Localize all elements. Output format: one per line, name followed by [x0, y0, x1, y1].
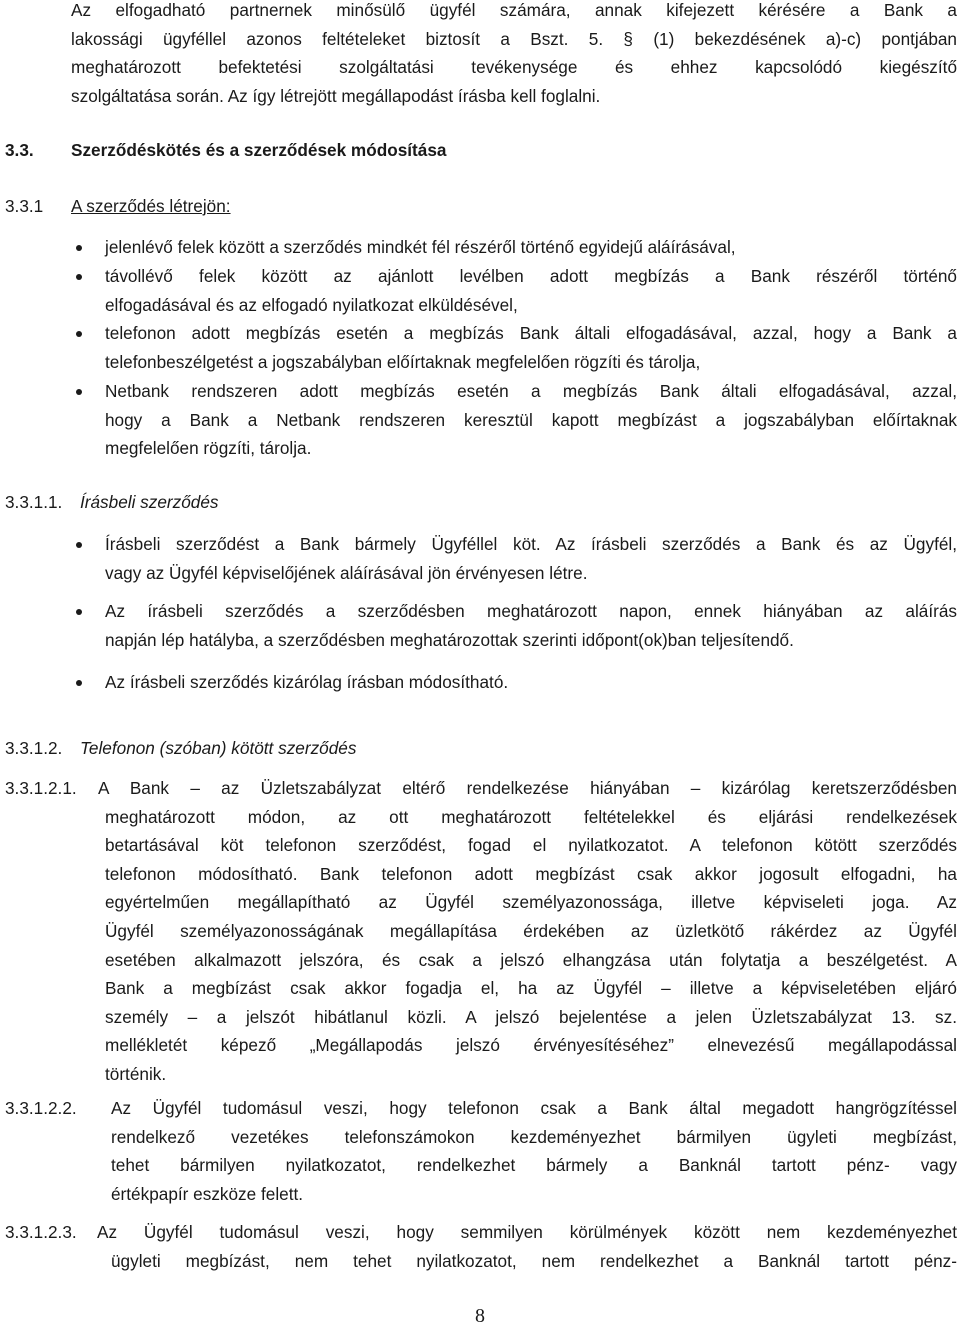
- section-heading: Telefonon (szóban) kötött szerződés: [80, 738, 357, 758]
- section-number: 3.3.1.2.3.: [5, 1222, 77, 1242]
- text-line: rendelkező vezetékes telefonszámokon kezdeményezhet bármilyen ügyleti megbízást,: [111, 1126, 957, 1147]
- bullet-icon: [76, 609, 82, 615]
- text-line: Az írásbeli szerződés kizárólag írásban módosítható.: [105, 672, 509, 692]
- text-line: elfogadásával és az elfogadó nyilatkozat elküldésével,: [105, 294, 518, 315]
- section-number: 3.3.1.2.2.: [5, 1098, 77, 1118]
- paragraph: [97, 1218, 957, 1275]
- text-line: Netbank rendszeren adott megbízás esetén a megbízás Bank általi elfogadásával, azzal,: [105, 381, 957, 401]
- text-line: megfelelően rögzíti, tárolja.: [105, 438, 312, 459]
- list-item: [105, 597, 957, 654]
- text-line: Az Ügyfél tudomásul veszi, hogy telefonon csak a Bank által megadott hangrögzítéssel: [111, 1098, 957, 1118]
- text-line: távollévő felek között az ajánlott levélben adott megbízás a Bank részéről történő: [105, 266, 957, 286]
- text-line: napján lép hatályba, a szerződésben meghatározottak szerinti időpont(ok)ban teljesítendő.: [105, 629, 794, 650]
- text-line: hogy a Bank a Netbank rendszeren keresztül kapott megbízást a jogszabályban előírtaknak: [105, 409, 957, 430]
- text-line: telefonon módosítható. Bank telefonon adott megbízást csak akkor jogosult elfogadni, ha: [105, 863, 957, 884]
- list-item: [105, 262, 957, 319]
- text-line: esetében alkalmazott jelszóra, és csak a jelszó elhangzása után folytatja a beszélgetést. A: [105, 949, 957, 970]
- section-number: 3.3.: [5, 140, 34, 160]
- section-number: 3.3.1.2.: [5, 738, 63, 758]
- text-line: A Bank – az Üzletszabályzat eltérő rendelkezése hiányában – kizárólag keretszerződésben: [98, 778, 957, 798]
- paragraph: [98, 774, 957, 1089]
- text-line: meghatározott módon, az ott meghatározott feltételekkel és eljárási rendelkezések: [105, 806, 957, 827]
- text-line: személy – a jelszót hibátlanul közli. A jelszó bejelentése a jelen Üzletszabályzat 13. sz.: [105, 1006, 957, 1027]
- section-heading: A szerződés létrejön:: [71, 196, 231, 216]
- text-line: ügyleti megbízást, nem tehet nyilatkozatot, nem rendelkezhet a Banknál tartott pénz-: [111, 1250, 957, 1271]
- section-heading: Szerződéskötés és a szerződések módosítása: [71, 140, 447, 160]
- text-line: telefonon adott megbízás esetén a megbízás Bank általi elfogadásával, azzal, hogy a Bank a: [105, 323, 957, 343]
- text-line: Írásbeli szerződést a Bank bármely Ügyféllel köt. Az írásbeli szerződés a Bank és az Ügyfél,: [105, 534, 957, 554]
- text-line: Ügyfél személyazonosságának megállapítása érdekében az üzletkötő rákérdez az Ügyfél: [105, 920, 957, 941]
- list-item: [105, 319, 957, 376]
- text-line: jelenlévő felek között a szerződés mindkét fél részéről történő egyidejű aláírásával,: [105, 237, 736, 257]
- text-line: telefonbeszélgetést a jogszabályban előírtaknak megfelelően rögzíti és tárolja,: [105, 351, 701, 372]
- section-number: 3.3.1.2.1.: [5, 778, 77, 798]
- text-line: történik.: [105, 1063, 167, 1084]
- text-line: szolgáltatása során. Az így létrejött megállapodást írásba kell foglalni.: [71, 85, 601, 106]
- paragraph: [111, 1094, 957, 1208]
- text-line: Az elfogadható partnernek minősülő ügyfél számára, annak kifejezett kérésére a Bank a: [71, 0, 957, 20]
- section-number: 3.3.1.1.: [5, 492, 63, 512]
- intro-paragraph: [71, 0, 957, 110]
- text-line: tehet bármilyen nyilatkozatot, rendelkezhet bármely a Banknál tartott pénz- vagy: [111, 1155, 957, 1176]
- section-number: 3.3.1: [5, 196, 44, 216]
- bullet-icon: [76, 331, 82, 337]
- text-line: betartásával köt telefonon szerződést, fogad el nyilatkozatot. A telefonon kötött szerződés: [105, 835, 957, 856]
- section-heading: Írásbeli szerződés: [80, 492, 219, 512]
- text-line: meghatározott befektetési szolgáltatási tevékenysége és ehhez kapcsolódó kiegészítő: [71, 57, 957, 78]
- list-item: [105, 530, 957, 587]
- text-line: értékpapír eszköze felett.: [111, 1183, 304, 1204]
- text-line: Bank a megbízást csak akkor fogadja el, ha az Ügyfél – illetve a képviseletében eljáró: [105, 978, 957, 999]
- bullet-icon: [76, 389, 82, 395]
- text-line: egyértelműen megállapítható az Ügyfél személyazonossága, illetve képviseleti joga. Az: [105, 892, 957, 913]
- list-item: [105, 233, 957, 262]
- list-item: [105, 668, 957, 697]
- list-item: [105, 377, 957, 463]
- bullet-icon: [76, 274, 82, 280]
- text-line: lakossági ügyféllel azonos feltételeket biztosít a Bszt. 5. § (1) bekezdésének a)-c) pontjában: [71, 28, 957, 49]
- bullet-icon: [76, 542, 82, 548]
- text-line: mellékletét képező „Megállapodás jelszó érvényesítéséhez” elnevezésű megállapodással: [105, 1035, 957, 1056]
- text-line: vagy az Ügyfél képviselőjének aláírásával jön érvényesen létre.: [105, 562, 588, 583]
- text-line: Az Ügyfél tudomásul veszi, hogy semmilyen körülmények között nem kezdeményezhet: [97, 1222, 957, 1242]
- text-line: Az írásbeli szerződés a szerződésben meghatározott napon, ennek hiányában az aláírás: [105, 601, 957, 621]
- bullet-icon: [76, 680, 82, 686]
- bullet-icon: [76, 245, 82, 251]
- page-number: 8: [475, 1305, 485, 1327]
